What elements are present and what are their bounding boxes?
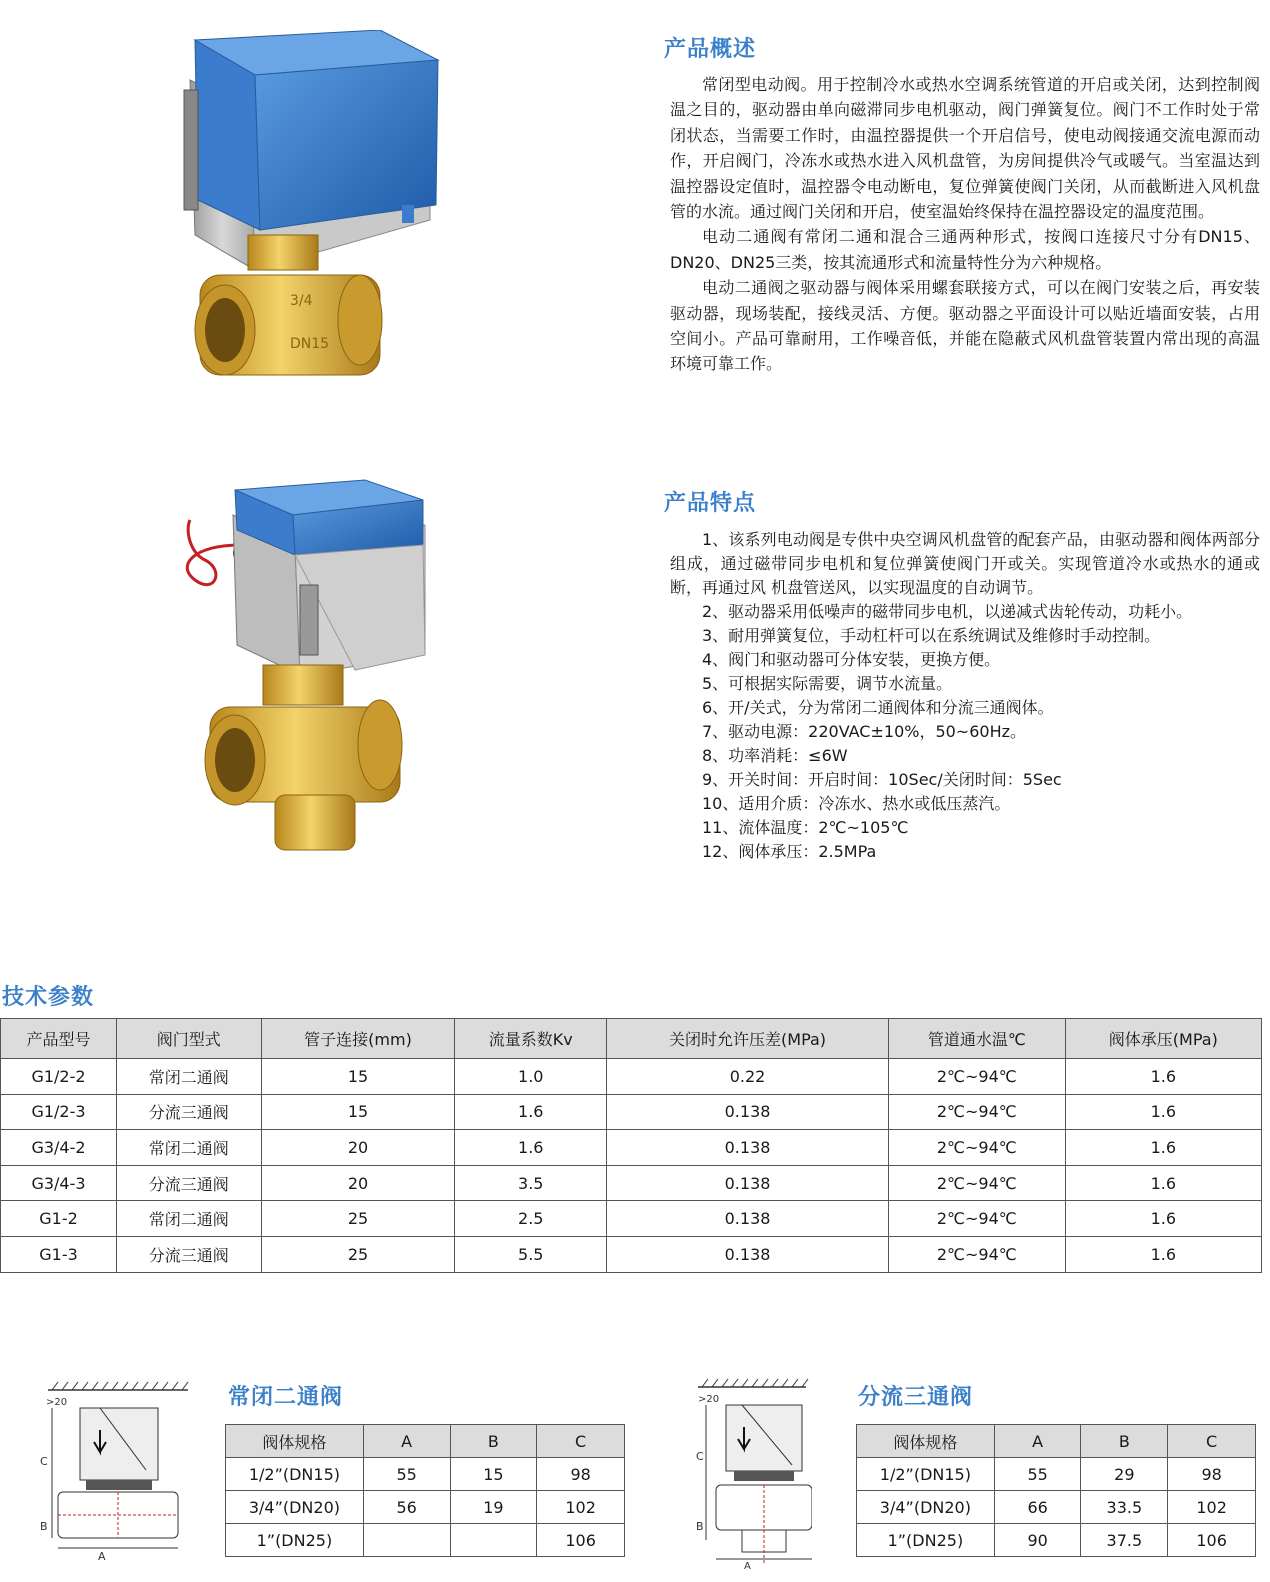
table-row	[226, 1458, 625, 1491]
column-header: 阀体规格	[857, 1425, 995, 1458]
table-cell: 25	[261, 1201, 455, 1237]
table-cell: 1/2”(DN15)	[857, 1458, 995, 1491]
table-cell: G3/4-3	[1, 1165, 117, 1201]
dimension-c-label: C	[40, 1455, 48, 1468]
tech-spec-table	[0, 1018, 1262, 1273]
table-row	[226, 1491, 625, 1524]
features-title: 产品特点	[664, 491, 757, 516]
feature-item: 6、开/关式，分为常闭二通阀体和分流三通阀体。	[702, 698, 1054, 717]
dimension-b-label: B	[696, 1520, 704, 1533]
table-cell: 15	[261, 1059, 455, 1095]
table-row	[1, 1059, 1262, 1095]
table-cell: 0.22	[607, 1059, 889, 1095]
table-cell: G1-3	[1, 1236, 117, 1272]
table-cell: G1-2	[1, 1201, 117, 1237]
table-cell: 5.5	[455, 1236, 607, 1272]
table-cell: 0.138	[607, 1165, 889, 1201]
column-header: A	[363, 1425, 450, 1458]
table-row	[857, 1458, 1256, 1491]
three-way-valve-photo	[175, 475, 445, 860]
table-cell: 66	[994, 1491, 1081, 1524]
column-header: 阀体规格	[226, 1425, 364, 1458]
table-row	[226, 1524, 625, 1557]
table-cell: 37.5	[1081, 1524, 1168, 1557]
feature-item: 8、功率消耗：≤6W	[702, 746, 848, 765]
table-cell: G1/2-2	[1, 1059, 117, 1095]
feature-item: 3、耐用弹簧复位，手动杠杆可以在系统调试及维修时手动控制。	[702, 626, 1161, 645]
feature-item: 9、开关时间：开启时间：10Sec/关闭时间：5Sec	[702, 770, 1062, 789]
table-cell	[363, 1524, 450, 1557]
table-cell: 3.5	[455, 1165, 607, 1201]
table-cell: 分流三通阀	[117, 1165, 262, 1201]
table-row	[1, 1094, 1262, 1130]
valve-dn-marking: DN15	[290, 336, 330, 352]
column-header: 关闭时允许压差(MPa)	[607, 1019, 889, 1059]
column-header: 管子连接(mm)	[261, 1019, 455, 1059]
table-cell: 0.138	[607, 1094, 889, 1130]
three-way-dimension-table	[856, 1424, 1256, 1557]
feature-item: 10、适用介质：冷冻水、热水或低压蒸汽。	[702, 794, 1011, 813]
gap-label: >20	[46, 1397, 68, 1408]
table-cell: 98	[537, 1458, 625, 1491]
dimension-a-label: A	[744, 1561, 751, 1570]
three-way-title: 分流三通阀	[858, 1385, 974, 1410]
table-row	[857, 1491, 1256, 1524]
valve-size-marking: 3/4	[290, 293, 313, 309]
table-cell: 19	[450, 1491, 537, 1524]
table-cell: 1.6	[455, 1130, 607, 1166]
feature-item: 2、驱动器采用低噪声的磁带同步电机，以递减式齿轮传动，功耗小。	[702, 602, 1193, 621]
table-cell: 1.6	[1065, 1236, 1261, 1272]
table-cell: 106	[1168, 1524, 1256, 1557]
table-cell: 102	[1168, 1491, 1256, 1524]
table-cell: 分流三通阀	[117, 1236, 262, 1272]
table-cell: 55	[994, 1458, 1081, 1491]
two-way-valve-photo	[180, 30, 450, 400]
dimension-a-label: A	[98, 1550, 106, 1563]
table-cell: 0.138	[607, 1201, 889, 1237]
dimension-b-label: B	[40, 1520, 48, 1533]
table-header-row	[857, 1425, 1256, 1458]
table-header-row	[1, 1019, 1262, 1059]
overview-title: 产品概述	[664, 37, 757, 62]
table-cell: 1.6	[1065, 1130, 1261, 1166]
table-cell: 102	[537, 1491, 625, 1524]
table-cell: 29	[1081, 1458, 1168, 1491]
table-cell: 2℃~94℃	[889, 1094, 1066, 1130]
overview-text	[670, 72, 1260, 377]
table-cell: 20	[261, 1165, 455, 1201]
table-cell: 1.6	[455, 1094, 607, 1130]
table-row	[1, 1201, 1262, 1237]
table-cell: 常闭二通阀	[117, 1059, 262, 1095]
table-cell: G1/2-3	[1, 1094, 117, 1130]
tech-title: 技术参数	[2, 985, 95, 1010]
column-header: 阀体承压(MPa)	[1065, 1019, 1261, 1059]
table-cell: 1.0	[455, 1059, 607, 1095]
table-cell: G3/4-2	[1, 1130, 117, 1166]
gap-label: >20	[698, 1394, 720, 1405]
table-cell: 25	[261, 1236, 455, 1272]
column-header: 阀门型式	[117, 1019, 262, 1059]
table-cell: 1”(DN25)	[226, 1524, 364, 1557]
feature-item: 1、该系列电动阀是专供中央空调风机盘管的配套产品，由驱动器和阀体两部分组成，通过磁带同步电机和复位弹簧使阀门开或关。实现管道冷水或热水的通或断，再通过风 机盘管送风，以实现温度的自动调节。	[670, 530, 1260, 597]
table-cell: 15	[450, 1458, 537, 1491]
two-way-dimension-diagram	[38, 1380, 193, 1565]
overview-paragraph-2: 电动二通阀有常闭二通和混合三通两种形式，按阀口连接尺寸分有DN15、DN20、DN25三类，按其流通形式和流量特性分为六种规格。	[670, 227, 1260, 272]
table-cell: 20	[261, 1130, 455, 1166]
table-cell: 2℃~94℃	[889, 1059, 1066, 1095]
feature-item: 7、驱动电源：220VAC±10%，50~60Hz。	[702, 722, 1027, 741]
two-way-dimension-table	[225, 1424, 625, 1557]
table-cell: 1/2”(DN15)	[226, 1458, 364, 1491]
table-cell	[450, 1524, 537, 1557]
overview-paragraph-1: 常闭型电动阀。用于控制冷水或热水空调系统管道的开启或关闭，达到控制阀温之目的，驱动器由单向磁滞同步电机驱动，阀门弹簧复位。阀门不工作时处于常闭状态，当需要工作时，由温控器提供一个开启信号，使电动阀接通交流电源而动作，开启阀门，冷冻水或热水进入风机盘管，为房间提供冷气或暖气。当室温达到温控器设定值时，温控器令电动断电，复位弹簧使阀门关闭，从而截断进入风机盘管的水流。通过阀门关闭和开启，使室温始终保持在温控器设定的温度范围。	[670, 75, 1260, 222]
table-cell: 0.138	[607, 1130, 889, 1166]
table-cell: 0.138	[607, 1236, 889, 1272]
column-header: 流量系数Kv	[455, 1019, 607, 1059]
feature-item: 12、阀体承压：2.5MPa	[702, 842, 877, 861]
features-list	[670, 528, 1260, 864]
table-cell: 106	[537, 1524, 625, 1557]
table-cell: 90	[994, 1524, 1081, 1557]
table-cell: 2℃~94℃	[889, 1236, 1066, 1272]
table-row	[1, 1236, 1262, 1272]
feature-item: 11、流体温度：2℃~105℃	[702, 818, 909, 837]
table-cell: 2℃~94℃	[889, 1130, 1066, 1166]
table-cell: 1.6	[1065, 1201, 1261, 1237]
table-cell: 1.6	[1065, 1165, 1261, 1201]
three-way-dimension-diagram	[692, 1375, 812, 1570]
table-cell: 2.5	[455, 1201, 607, 1237]
column-header: B	[1081, 1425, 1168, 1458]
table-cell: 98	[1168, 1458, 1256, 1491]
column-header: 产品型号	[1, 1019, 117, 1059]
column-header: C	[1168, 1425, 1256, 1458]
column-header: A	[994, 1425, 1081, 1458]
table-cell: 分流三通阀	[117, 1094, 262, 1130]
dimension-c-label: C	[696, 1450, 704, 1463]
table-cell: 15	[261, 1094, 455, 1130]
table-header-row	[226, 1425, 625, 1458]
table-cell: 1.6	[1065, 1094, 1261, 1130]
table-cell: 2℃~94℃	[889, 1165, 1066, 1201]
column-header: C	[537, 1425, 625, 1458]
column-header: 管道通水温℃	[889, 1019, 1066, 1059]
table-cell: 56	[363, 1491, 450, 1524]
table-row	[1, 1165, 1262, 1201]
feature-item: 5、可根据实际需要，调节水流量。	[702, 674, 953, 693]
table-cell: 3/4”(DN20)	[226, 1491, 364, 1524]
table-cell: 常闭二通阀	[117, 1201, 262, 1237]
feature-item: 4、阀门和驱动器可分体安装，更换方便。	[702, 650, 1001, 669]
table-cell: 常闭二通阀	[117, 1130, 262, 1166]
table-cell: 2℃~94℃	[889, 1201, 1066, 1237]
table-cell: 1.6	[1065, 1059, 1261, 1095]
table-cell: 1”(DN25)	[857, 1524, 995, 1557]
table-row	[1, 1130, 1262, 1166]
column-header: B	[450, 1425, 537, 1458]
table-cell: 33.5	[1081, 1491, 1168, 1524]
table-cell: 55	[363, 1458, 450, 1491]
overview-paragraph-3: 电动二通阀之驱动器与阀体采用螺套联接方式，可以在阀门安装之后，再安装驱动器，现场装配，接线灵活、方便。驱动器之平面设计可以贴近墙面安装，占用空间小。产品可靠耐用，工作噪音低，并能在隐蔽式风机盘管装置内常出现的高温环境可靠工作。	[670, 278, 1260, 374]
two-way-title: 常闭二通阀	[228, 1385, 344, 1410]
table-cell: 3/4”(DN20)	[857, 1491, 995, 1524]
table-row	[857, 1524, 1256, 1557]
